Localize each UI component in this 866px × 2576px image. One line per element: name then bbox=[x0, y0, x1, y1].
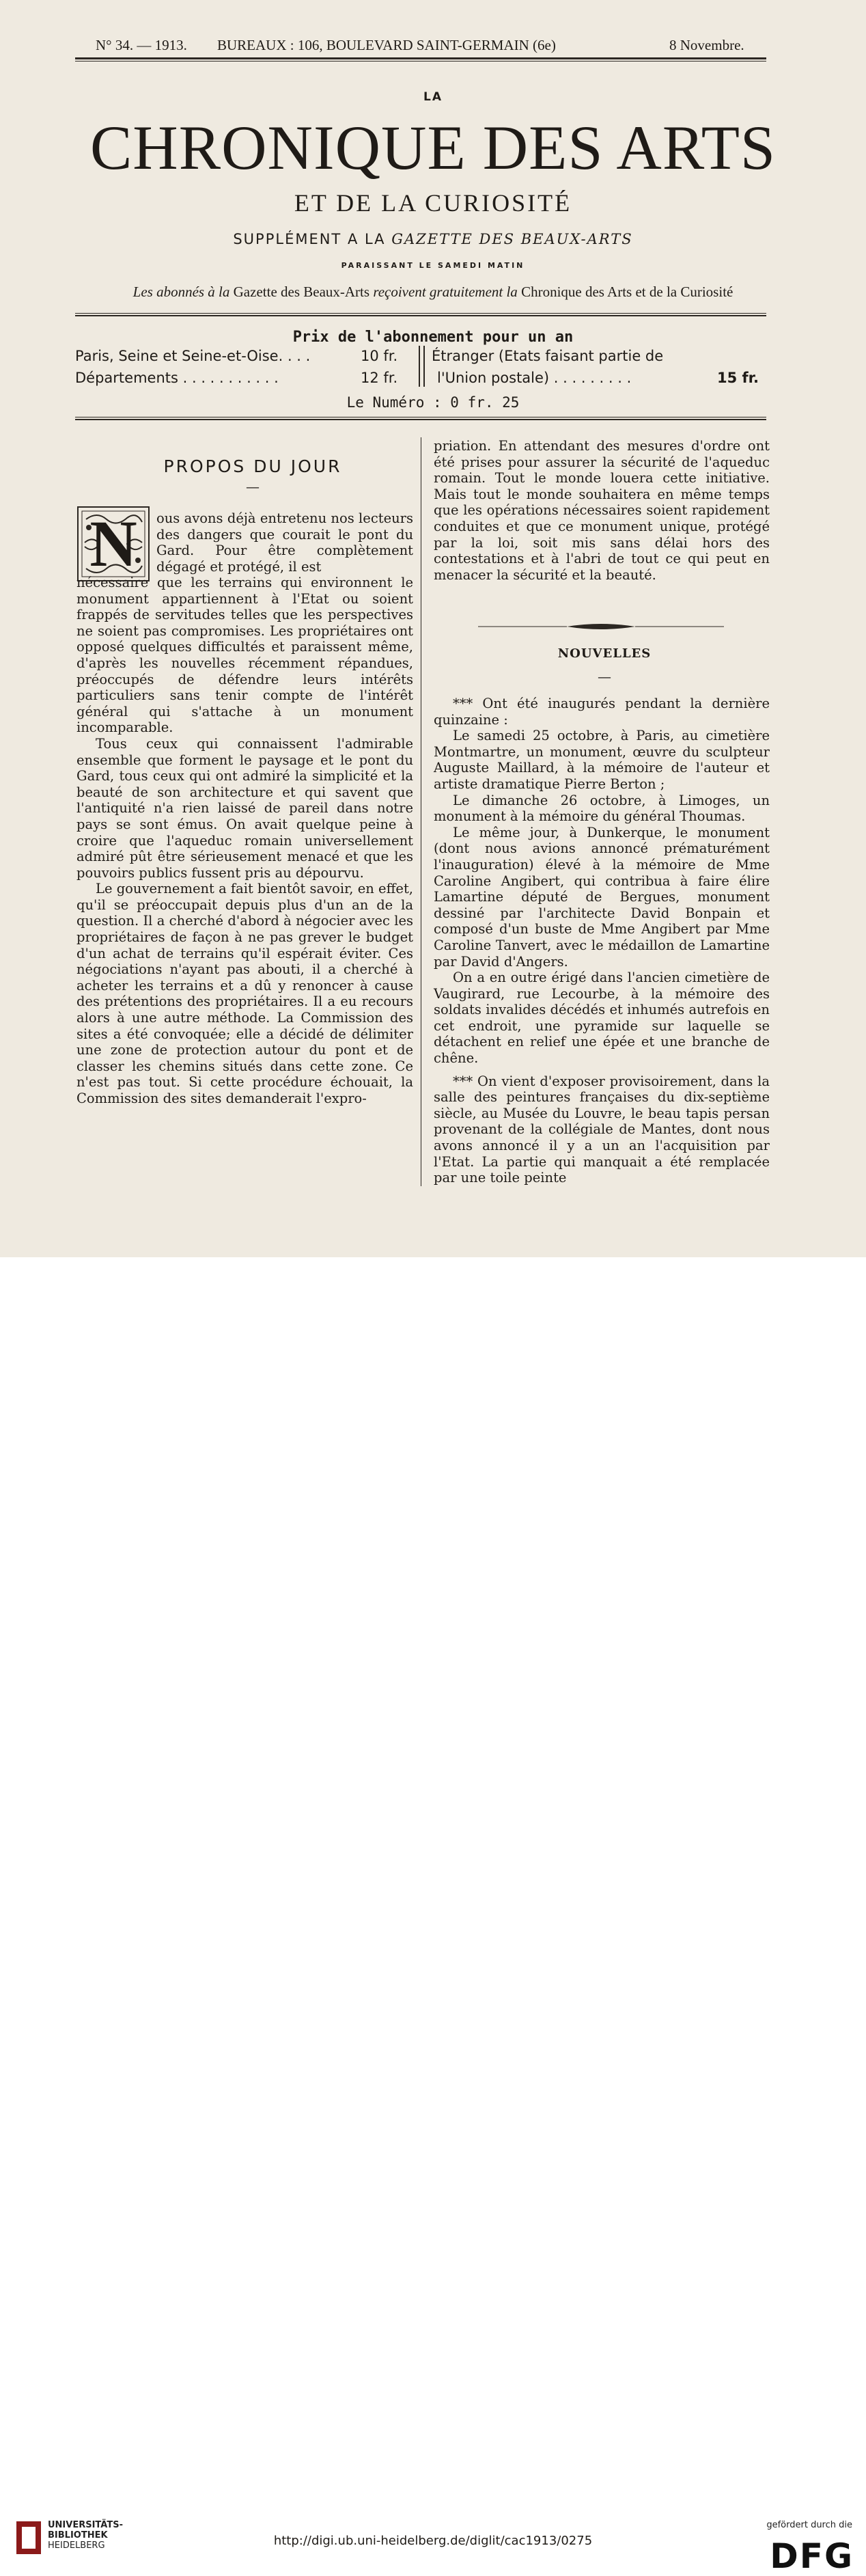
article-p1-rest: nécessaire que les terrains qui environnent le monument appartiennent à l'Etat ou soient frappés de servitudes telles que les perspectives ne soient pas compromises. Les propriétaires ont opposé quelques difficultés et paraissent même, d'après les nouvelles récemment répandues, préoccupés de défendre leurs intérêts particuliers sans tenir compte de l'intérêt général qui s'attache à un monument incomparable. bbox=[76, 575, 413, 736]
issue-number: N° 34. — 1913. bbox=[96, 37, 187, 53]
nouvelles-heading: NOUVELLES bbox=[557, 646, 652, 661]
source-url[interactable]: http://digi.ub.uni-heidelberg.de/diglit/cac1913/0275 bbox=[273, 2534, 593, 2548]
supplement-lead: SUPPLÉMENT A LA bbox=[233, 231, 386, 247]
prix-divider-right bbox=[423, 346, 425, 387]
article-continued-text: priation. En attendant des mesures d'ordre ont été prises pour assurer la sécurité de l'aqueduc romain. Tout le monde louera cette initiative. Mais tout le monde souhaitera en même temps que les opérations nécessaires soient rapidement conduites et que ce monument unique, protégé par la loi, soit mis sans délai hors des contestations et à l'abri de tout ce qui peut en menacer la sécurité et la beauté. bbox=[434, 438, 770, 583]
supplement-line bbox=[0, 231, 866, 247]
abonnes-part1: Les abonnés à la bbox=[132, 284, 230, 300]
prix-etranger-line2: l'Union postale) . . . . . . . . . bbox=[437, 370, 632, 386]
nouvelles-p6: *** On vient d'exposer provisoirement, dans la salle des peintures françaises du dix-septième siècle, au Musée du Louvre, le beau tapis persan provenant de la collégiale de Mantes, dont nous avons annoncé il y a un an l'acquisition par l'Etat. La partie qui manquait a été remplacée par une toile peinte bbox=[434, 1073, 770, 1186]
numero-price: Le Numéro : 0 fr. 25 bbox=[346, 394, 520, 411]
nouvelles-p1: *** Ont été inaugurés pendant la dernière quinzaine : bbox=[434, 696, 770, 728]
abonnes-part2: Gazette des Beaux-Arts bbox=[233, 284, 370, 300]
paraissant-line: PARAISSANT LE SAMEDI MATIN bbox=[341, 261, 525, 270]
masthead-title: CHRONIQUE DES ARTS bbox=[89, 113, 777, 182]
library-line-2: BIBLIOTHEK bbox=[48, 2530, 108, 2540]
prix-paris-label: Paris, Seine et Seine-et-Oise. . . . bbox=[75, 348, 311, 364]
article-column-1 bbox=[76, 575, 413, 1107]
prix-dept-price: 12 fr. bbox=[361, 370, 398, 386]
funding-label: gefördert durch die bbox=[766, 2520, 852, 2530]
article-heading-dash: — bbox=[246, 478, 260, 495]
header-rule bbox=[75, 57, 766, 59]
nouvelles-p2: Le samedi 25 octobre, à Paris, au cimetière Montmartre, un monument, œuvre du sculpteur Auguste Maillard, à la mémoire de l'auteur et artiste dramatique Pierre Berton ; bbox=[434, 728, 770, 792]
newspaper-page bbox=[0, 0, 866, 1257]
prix-dept-label: Départements . . . . . . . . . . . bbox=[75, 370, 279, 386]
library-line-3: HEIDELBERG bbox=[48, 2540, 105, 2551]
prix-etranger-price: 15 fr. bbox=[717, 370, 759, 386]
article-p2: Tous ceux qui connaissent l'admirable ensemble que forment le paysage et le pont du Gard, tous ceux qui ont admiré la simplicité et la beauté de son architecture et qui savent que l'antiquité n'a rien laissé de pareil dans notre pays se sont émus. On avait quelque peine à croire que l'aqueduc romain universellement admiré pût être sérieusement menacé et que les pouvoirs publics fussent pris au dépourvu. bbox=[76, 735, 413, 881]
supplement-gazette: GAZETTE DES BEAUX-ARTS bbox=[391, 231, 633, 247]
nouvelles-column bbox=[434, 696, 770, 1186]
library-line-1: UNIVERSITÄTS- bbox=[48, 2520, 123, 2530]
nouvelles-p4: Le même jour, à Dunkerque, le monument (dont nous avions annoncé prématurément l'inauguration) élevé à la mémoire de Mme Caroline Angibert, qui contribua à faire élire Lamartine député de Bergues, monument dessiné par l'architecte David Bonpain et composé d'un buste de Mme Angibert par Mme Caroline Tanvert, avec le médaillon de Lamartine par David d'Angers. bbox=[434, 824, 770, 970]
masthead-rule bbox=[75, 313, 766, 314]
fleuron-divider-icon bbox=[478, 622, 724, 631]
prix-title: Prix de l'abonnement pour un an bbox=[292, 329, 574, 346]
article-paragraph-1-first bbox=[156, 510, 413, 575]
article-continuation bbox=[434, 438, 770, 583]
issue-date: 8 Novembre. bbox=[669, 37, 744, 53]
prix-divider-left bbox=[419, 346, 420, 387]
prix-etranger-line1: Étranger (Etats faisant partie de bbox=[432, 348, 664, 364]
masthead-la: LA bbox=[423, 90, 443, 104]
article-p1-first-text: ous avons déjà entretenu nos lecteurs des dangers que courait le pont du Gard. Pour être complètement dégagé et protégé, il est bbox=[156, 510, 413, 575]
abonnes-part4: Chronique des Arts et de la Curiosité bbox=[521, 284, 734, 300]
dropcap-ornament bbox=[76, 506, 150, 582]
article-heading: PROPOS DU JOUR bbox=[163, 456, 342, 476]
masthead-rule-thick bbox=[75, 315, 766, 316]
bureaux-address: BUREAUX : 106, BOULEVARD SAINT-GERMAIN (6e) bbox=[217, 37, 556, 53]
masthead-subtitle: ET DE LA CURIOSITÉ bbox=[294, 189, 572, 217]
article-p3: Le gouvernement a fait bientôt savoir, en effet, qu'il se préoccupait depuis plus d'un an de la question. Il a cherché d'abord à négocier avec les propriétaires de façon à ne pas grever le budget d'un achat de terrains qu'il espérait éviter. Ces négociations n'ayant pas abouti, il a cherché à acheter les terrains et a dû y renoncer à cause des prétentions des propriétaires. Il a eu recours alors à une autre méthode. La Commission des sites a été convoquée; elle a décidé de délimiter une zone de protection autour du pont et de classer les chemins situés dans cette zone. Ce n'est pas tout. Si cette procédure échouait, la Commission des sites demanderait l'expro- bbox=[76, 881, 413, 1106]
abonnes-line bbox=[0, 284, 866, 301]
nouvelles-p5: On a en outre érigé dans l'ancien cimetière de Vaugirard, rue Lecourbe, à la mémoire des soldats invalides décédés et inhumés autrefois en cet endroit, une pyramide sur laquelle se détachent en relief une épée et une branche de chêne. bbox=[434, 970, 770, 1067]
prix-paris-price: 10 fr. bbox=[361, 348, 398, 364]
abonnes-part3: reçoivent gratuitement la bbox=[373, 284, 518, 300]
nouvelles-p3: Le dimanche 26 octobre, à Limoges, un monument à la mémoire du général Thoumas. bbox=[434, 792, 770, 825]
section-ornament bbox=[478, 621, 724, 631]
prix-rule-thick bbox=[75, 419, 766, 420]
dropcap-letter: N bbox=[89, 507, 137, 580]
nouvelles-heading-dash: — bbox=[598, 668, 611, 685]
header-bar bbox=[96, 37, 765, 53]
dfg-logo: DFG bbox=[770, 2536, 854, 2576]
digitization-footer bbox=[0, 1257, 866, 2576]
